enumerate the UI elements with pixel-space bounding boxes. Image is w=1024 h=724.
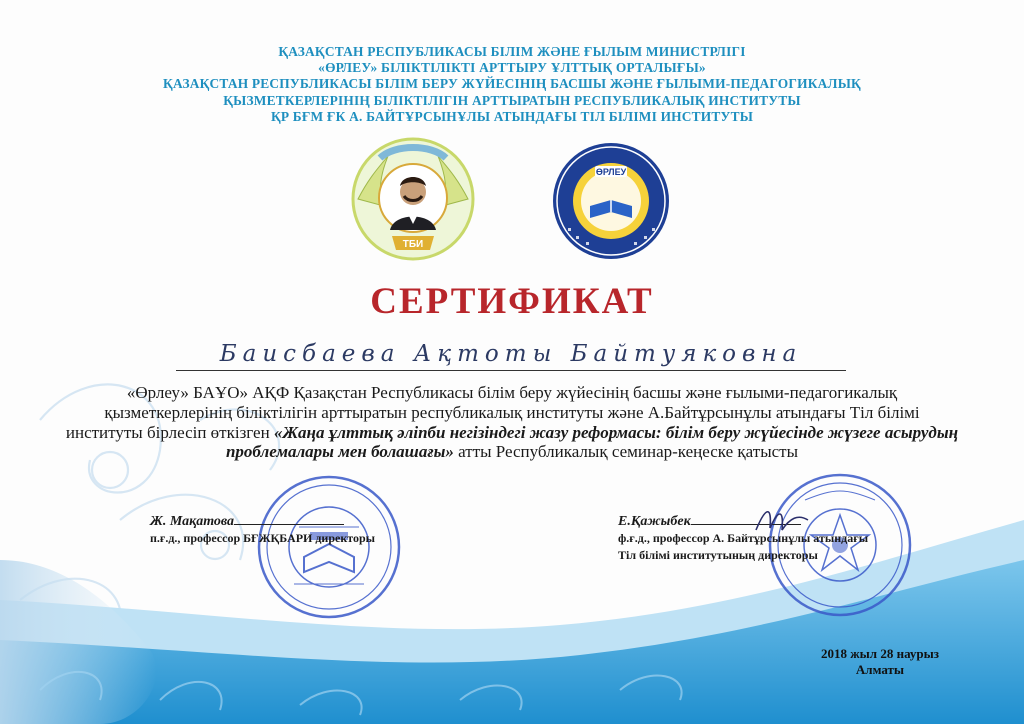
body-text-part-2: атты Республикалық семинар-кеңеске қатысты <box>453 442 799 462</box>
issuer-header <box>0 44 1024 125</box>
right-signatory-name: Е.Қажыбек <box>618 514 691 529</box>
header-line-5: ҚР БҒМ ҒК А. БАЙТҰРСЫНҰЛЫ АТЫНДАҒЫ ТІЛ БІЛІМІ ИНСТИТУТЫ <box>270 108 754 124</box>
right-signatory-title-2: Тіл білімі институтының директоры <box>618 548 818 562</box>
certificate-body <box>64 383 960 462</box>
emblem-badge-text: ТБИ <box>402 239 424 250</box>
left-official-stamp <box>254 472 404 622</box>
left-bottom-ornament <box>0 560 156 724</box>
header-line-3: ҚАЗАҚСТАН РЕСПУБЛИКАСЫ БІЛІМ БЕРУ ЖҮЙЕСІНІҢ БАСШЫ ЖӘНЕ ҒЫЛЫМИ-ПЕДАГОГИКАЛЫҚ <box>163 76 861 92</box>
right-signatory-title-1: ф.ғ.д., профессор А. Байтұрсынұлы атындағы <box>618 531 869 545</box>
recipient-name: Баисбаева Ақтоты Байтуяковна <box>176 338 846 371</box>
issue-city: Алматы <box>855 662 905 677</box>
body-text-part-1: «Өрлеу» БАҰО» АҚФ Қазақстан Республикасы білім беру жүйесінің басшы және ғылыми-педагогикалық қызметкерлерінің біліктілігін арттыратын республикалық институты және А.Байтұрсынұлы атындағы Тіл білімі институты бірлесіп өткізген <box>65 383 920 442</box>
issue-date-block <box>780 646 980 678</box>
handwritten-signature <box>752 500 812 540</box>
left-signatory-name: Ж. Мақатова <box>150 514 235 529</box>
certificate-title: СЕРТИФИКАТ <box>370 281 654 322</box>
left-signature-line <box>234 524 344 525</box>
header-line-1: ҚАЗАҚСТАН РЕСПУБЛИКАСЫ БІЛІМ ЖӘНЕ ҒЫЛЫМ МИНИСТРЛІГІ <box>278 44 746 59</box>
orleu-logo <box>550 140 672 262</box>
institute-emblem-logo <box>350 136 476 262</box>
header-line-2: «ӨРЛЕУ» БІЛІКТІЛІКТІ АРТТЫРУ ҰЛТТЫҚ ОРТАЛЫҒЫ» <box>318 60 706 76</box>
header-line-4: ҚЫЗМЕТКЕРЛЕРІНІҢ БІЛІКТІЛІГІН АРТТЫРАТЫН РЕСПУБЛИКАЛЫҚ ИНСТИТУТЫ <box>223 92 801 108</box>
event-title: «Жаңа ұлттық әліпби негізіндегі жазу реформасы: білім беру жүйесінде жүзеге асырудың проблемалары мен болашағы» <box>225 422 959 462</box>
left-signature-block <box>150 513 450 547</box>
issue-date: 2018 жыл 28 наурыз <box>820 646 940 661</box>
left-signatory-title: п.ғ.д., профессор БҒЖҚБАРИ директоры <box>150 531 376 545</box>
orleu-logo-label: ӨРЛЕУ <box>595 167 627 177</box>
